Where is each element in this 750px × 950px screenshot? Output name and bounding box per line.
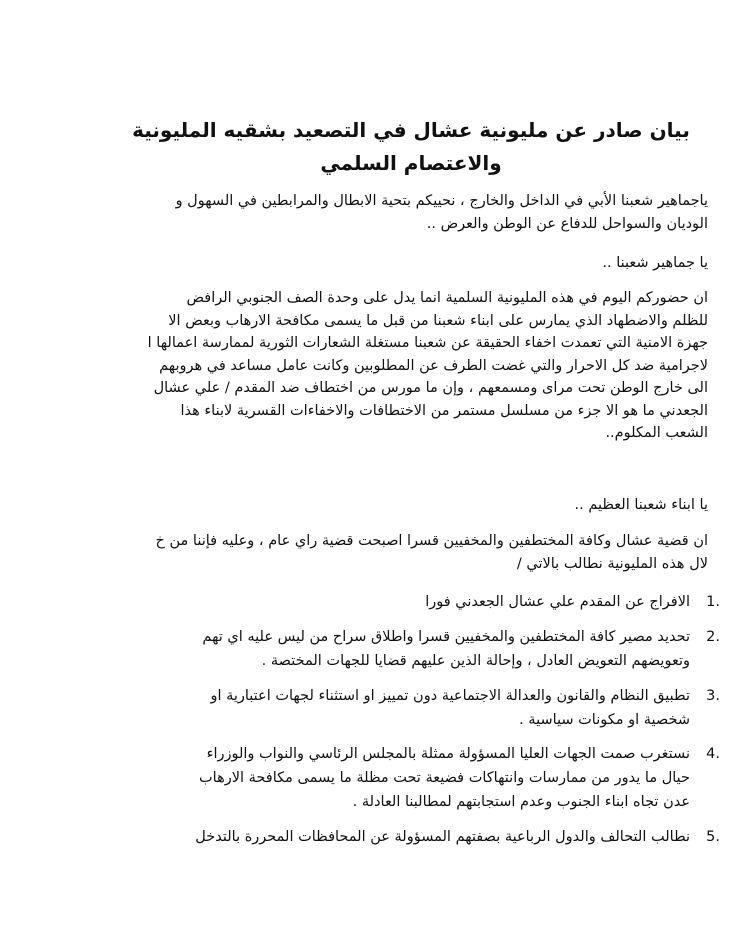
demand-number: 3. <box>706 688 720 704</box>
demand-item <box>80 590 720 614</box>
intro-paragraph <box>48 190 708 235</box>
body-line: الجعدني ما هو الا جزء من مسلسل مستمر من الاختطافات والاخفاءات القسرية لابناء هذا <box>180 402 708 419</box>
intro-line: ياجماهير شعبنا الأبي في الداخل والخارج ، نحييكم بتحية الابطال والمرابطين في السهول و <box>175 193 708 209</box>
demand-number: 2. <box>706 629 720 645</box>
body-line: للظلم والاضطهاد الذي يمارس على ابناء شعبنا من قبل ما يسمى مكافحة الارهاب وبعض الا <box>168 312 708 329</box>
body-line: جهزة الامنية التي تعمدت اخفاء الحقيقة عن شعبنا مستغلة الشعارات الثورية لممارسة اعمالها ا <box>147 335 708 351</box>
demand-item <box>80 825 720 849</box>
address-heading: يا ابناء شعبنا العظيم .. <box>574 497 708 513</box>
demand-intro-line: لال هذه المليونية نطالب بالاتي / <box>516 555 708 572</box>
demand-number: 4. <box>706 746 720 762</box>
body-line: لاجرامية ضد كل الاحرار والتي غضت الطرف عن المطلوبين وكانت عامل مساعد في هروبهم <box>159 357 708 374</box>
demand-text: نستغرب صمت الجهات العليا المسؤولة ممثلة بالمجلس الرئاسي والنواب والوزراء <box>206 746 690 762</box>
demand-number: 5. <box>706 829 720 845</box>
demand-text: نطالب التحالف والدول الرباعية بصفتهم المسؤولة عن المحافظات المحررة بالتدخل <box>195 829 690 845</box>
demand-item <box>80 742 720 814</box>
demand-text: تحديد مصير كافة المختطفين والمخفيين قسرا واطلاق سراح من ليس عليه اي تهم <box>202 629 690 645</box>
demand-intro-line: ان قضية عشال وكافة المختطفين والمخفيين قسرا اصبحت قضية راي عام ، وعليه فإننا من خ <box>155 533 708 549</box>
demand-intro-paragraph <box>48 530 708 575</box>
body-paragraph <box>48 287 708 445</box>
demand-text: شخصية او مكونات سياسية . <box>519 712 690 728</box>
demand-text: عدن تجاه ابناء الجنوب وعدم استجابتهم لمطالبنا العادلة . <box>352 794 690 810</box>
address-heading: يا جماهير شعبنا .. <box>602 255 708 271</box>
body-line: الى خارج الوطن تحت مراى ومسمعهم ، وإن ما مورس من اختطاف ضد المقدم / علي عشال <box>153 380 708 396</box>
body-line: الشعب المكلوم.. <box>605 425 708 441</box>
demand-item <box>80 684 720 732</box>
statement-title: بيان صادر عن مليونية عشال في التصعيد بشقيه المليونية والاعتصام السلمي <box>132 118 690 175</box>
demand-item <box>80 625 720 673</box>
body-line: ان حضوركم اليوم في هذه المليونية السلمية انما يدل على وحدة الصف الجنوبي الرافض <box>186 290 708 306</box>
demand-text: الافراج عن المقدم علي عشال الجعدني فورا <box>425 594 690 610</box>
intro-line: الوديان والسواحل للدفاع عن الوطن والعرض .. <box>426 215 708 232</box>
demand-text: حيال ما يدور من ممارسات وانتهاكات فضيعة تحت مظلة ما يسمى مكافحة الارهاب <box>199 770 690 786</box>
demand-text: وتعويضهم التعويض العادل ، وإحالة الذين عليهم قضايا للجهات المختصة . <box>261 653 690 669</box>
demand-number: 1. <box>706 594 720 610</box>
demand-text: تطبيق النظام والقانون والعدالة الاجتماعية دون تمييز او استثناء لجهات اعتبارية او <box>210 688 690 704</box>
